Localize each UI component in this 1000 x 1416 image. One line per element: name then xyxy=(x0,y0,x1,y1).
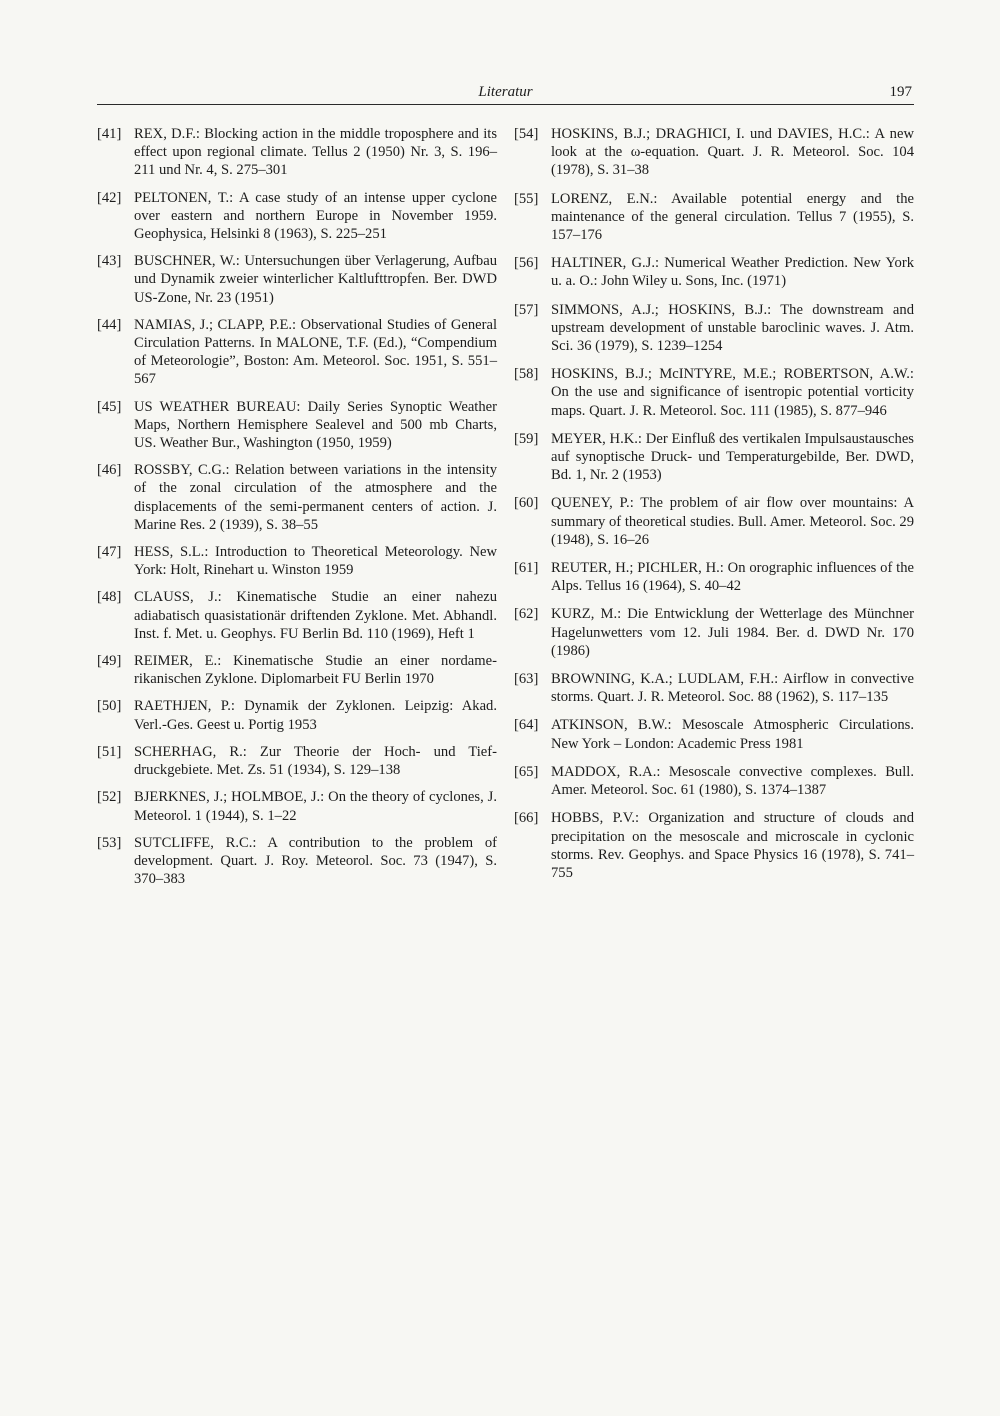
reference-text: HESS, S.L.: Introduction to Theoretical Meteorology. New York: Holt, Rinehart u. Winston 1959 xyxy=(134,544,497,579)
reference-item xyxy=(97,316,497,389)
reference-item xyxy=(97,588,497,643)
reference-column-right xyxy=(514,125,914,892)
reference-item xyxy=(514,125,914,180)
reference-number: [64] xyxy=(514,717,539,734)
reference-number: [61] xyxy=(514,560,539,577)
reference-text: REIMER, E.: Kinematische Studie an einer nordamerikanischen Zyklone. Diplomarbeit FU Berlin 1970 xyxy=(134,653,497,688)
reference-item xyxy=(514,559,914,595)
reference-item xyxy=(514,301,914,356)
reference-item xyxy=(514,670,914,706)
reference-number: [46] xyxy=(97,462,122,479)
reference-text: BJERKNES, J.; HOLMBOE, J.: On the theory of cyclones, J. Meteorol. 1 (1944), S. 1–22 xyxy=(134,789,497,824)
reference-text: US WEATHER BUREAU: Daily Series Synoptic Weather Maps, Northern Hemisphere Sealevel and 500 mb Charts, US. Weather Bur., Washington (1950, 1959) xyxy=(134,398,497,452)
reference-number: [45] xyxy=(97,398,122,415)
reference-text: SIMMONS, A.J.; HOSKINS, B.J.: The downstream and upstream development of unstable baroclinic waves. J. Atm. Sci. 36 (1979), S. 1239–1254 xyxy=(551,301,914,355)
reference-number: [62] xyxy=(514,606,539,623)
reference-text: ATKINSON, B.W.: Mesoscale Atmospheric Circulations. New York – London: Academic Press 1981 xyxy=(551,717,914,752)
reference-text: BROWNING, K.A.; LUDLAM, F.H.: Airflow in convective storms. Quart. J. R. Meteorol. Soc. 88 (1962), S. 117–135 xyxy=(551,671,914,706)
reference-item xyxy=(514,430,914,485)
reference-item xyxy=(97,652,497,688)
reference-number: [56] xyxy=(514,255,539,272)
reference-item xyxy=(514,254,914,290)
reference-item xyxy=(97,743,497,779)
reference-item xyxy=(97,697,497,733)
reference-text: HOSKINS, B.J.; McINTYRE, M.E.; ROBERTSON, A.W.: On the use and significance of isentropic potential vorticity maps. Quart. J. R. Meteorol. Soc. 111 (1985), S. 877–946 xyxy=(551,366,914,419)
reference-text: BUSCHNER, W.: Untersuchungen über Verlagerung, Aufbau und Dynamik zweier winterlicher Kaltlufttropfen. Ber. DWD US-Zone, Nr. 23 (1951) xyxy=(134,253,497,306)
reference-number: [42] xyxy=(97,189,122,206)
reference-item xyxy=(97,461,497,534)
reference-text: HOSKINS, B.J.; DRAGHICI, I. und DAVIES, H.C.: A new look at the ω-equation. Quart. J. R. Meteorol. Soc. 104 (1978), S. 31–38 xyxy=(551,126,914,179)
reference-number: [49] xyxy=(97,653,122,670)
reference-item xyxy=(97,125,497,180)
reference-text: REUTER, H.; PICHLER, H.: On orographic influences of the Alps. Tellus 16 (1964), S. 40–42 xyxy=(551,560,914,595)
reference-number: [52] xyxy=(97,789,122,806)
reference-item xyxy=(514,716,914,752)
reference-number: [57] xyxy=(514,301,539,318)
reference-number: [43] xyxy=(97,253,122,270)
reference-text: MEYER, H.K.: Der Einfluß des vertikalen Impulsaustausches auf synoptische Druck- und Temperaturgebilde, Ber. DWD, Bd. 1, Nr. 2 (1953) xyxy=(551,430,914,484)
reference-text: KURZ, M.: Die Entwicklung der Wetterlage des Münchner Hagelunwetters vom 12. Juli 1984. Ber. d. DWD Nr. 170 (1986) xyxy=(551,606,914,659)
reference-text: PELTONEN, T.: A case study of an intense upper cyclone over eastern and northern Europe in November 1959. Geophysica, Helsinki 8 (1963), S. 225–251 xyxy=(134,189,497,243)
reference-number: [50] xyxy=(97,698,122,715)
reference-text: CLAUSS, J.: Kinematische Studie an einer nahezu adiabatisch quasistationär driftenden Zyklone. Met. Abhandl. Inst. f. Met. u. Geophys. FU Berlin Bd. 110 (1969), Heft 1 xyxy=(134,589,497,642)
reference-item xyxy=(514,809,914,882)
reference-item xyxy=(97,189,497,244)
running-header xyxy=(97,84,914,105)
reference-item xyxy=(97,252,497,307)
reference-text: QUENEY, P.: The problem of air flow over mountains: A summary of theoretical studies. Bull. Amer. Meteorol. Soc. 29 (1948), S. 16–26 xyxy=(551,495,914,548)
reference-text: MADDOX, R.A.: Mesoscale convective complexes. Bull. Amer. Meteorol. Soc. 61 (1980), S. 1374–1387 xyxy=(551,763,914,799)
reference-item xyxy=(514,605,914,660)
reference-number: [48] xyxy=(97,589,122,606)
reference-text: SCHERHAG, R.: Zur Theorie der Hoch- und Tiefdruckgebiete. Met. Zs. 51 (1934), S. 129–138 xyxy=(134,743,497,779)
reference-text: NAMIAS, J.; CLAPP, P.E.: Observational Studies of General Circulation Patterns. In MALONE, T.F. (Ed.), “Compendium of Meteorologie”, Boston: Am. Meteorol. Soc. 1951, S. 551–567 xyxy=(134,316,497,388)
reference-number: [44] xyxy=(97,316,122,333)
reference-number: [65] xyxy=(514,763,539,780)
reference-item xyxy=(97,834,497,889)
reference-text: RAETHJEN, P.: Dynamik der Zyklonen. Leipzig: Akad. Verl.-Ges. Geest u. Portig 1953 xyxy=(134,698,497,733)
reference-column-left xyxy=(97,125,497,897)
reference-text: HALTINER, G.J.: Numerical Weather Prediction. New York u. a. O.: John Wiley u. Sons, Inc. (1971) xyxy=(551,255,914,290)
reference-item xyxy=(97,788,497,824)
reference-item xyxy=(514,190,914,245)
reference-number: [55] xyxy=(514,190,539,207)
reference-number: [63] xyxy=(514,671,539,688)
reference-number: [41] xyxy=(97,126,122,142)
reference-number: [59] xyxy=(514,430,539,447)
reference-number: [66] xyxy=(514,810,539,827)
reference-item xyxy=(97,543,497,579)
reference-text: SUTCLIFFE, R.C.: A contribution to the problem of development. Quart. J. Roy. Meteorol. Soc. 73 (1947), S. 370–383 xyxy=(134,834,497,888)
section-title: Literatur xyxy=(478,84,533,100)
reference-number: [58] xyxy=(514,366,539,383)
reference-number: [51] xyxy=(97,743,122,760)
reference-text: LORENZ, E.N.: Available potential energy and the maintenance of the general circulation. Tellus 7 (1955), S. 157–176 xyxy=(551,190,914,244)
reference-text: HOBBS, P.V.: Organization and structure of clouds and precipitation on the mesoscale and microscale in cyclonic storms. Rev. Geophys. and Space Physics 16 (1978), S. 741–755 xyxy=(551,810,914,881)
reference-item xyxy=(514,763,914,799)
reference-item xyxy=(514,365,914,420)
reference-item xyxy=(514,494,914,549)
page-number: 197 xyxy=(889,84,912,100)
reference-number: [60] xyxy=(514,495,539,512)
reference-number: [53] xyxy=(97,834,122,851)
reference-text: ROSSBY, C.G.: Relation between variations in the intensity of the zonal circulation of the atmosphere and the displacements of the semi-permanent centers of action. J. Marine Res. 2 (1939), S. 38–55 xyxy=(134,462,497,533)
reference-number: [47] xyxy=(97,544,122,561)
reference-item xyxy=(97,398,497,453)
reference-text: REX, D.F.: Blocking action in the middle troposphere and its effect upon regional climate. Tellus 2 (1950) Nr. 3, S. 196–211 und Nr. 4, S. 275–301 xyxy=(134,126,497,179)
reference-number: [54] xyxy=(514,126,539,142)
